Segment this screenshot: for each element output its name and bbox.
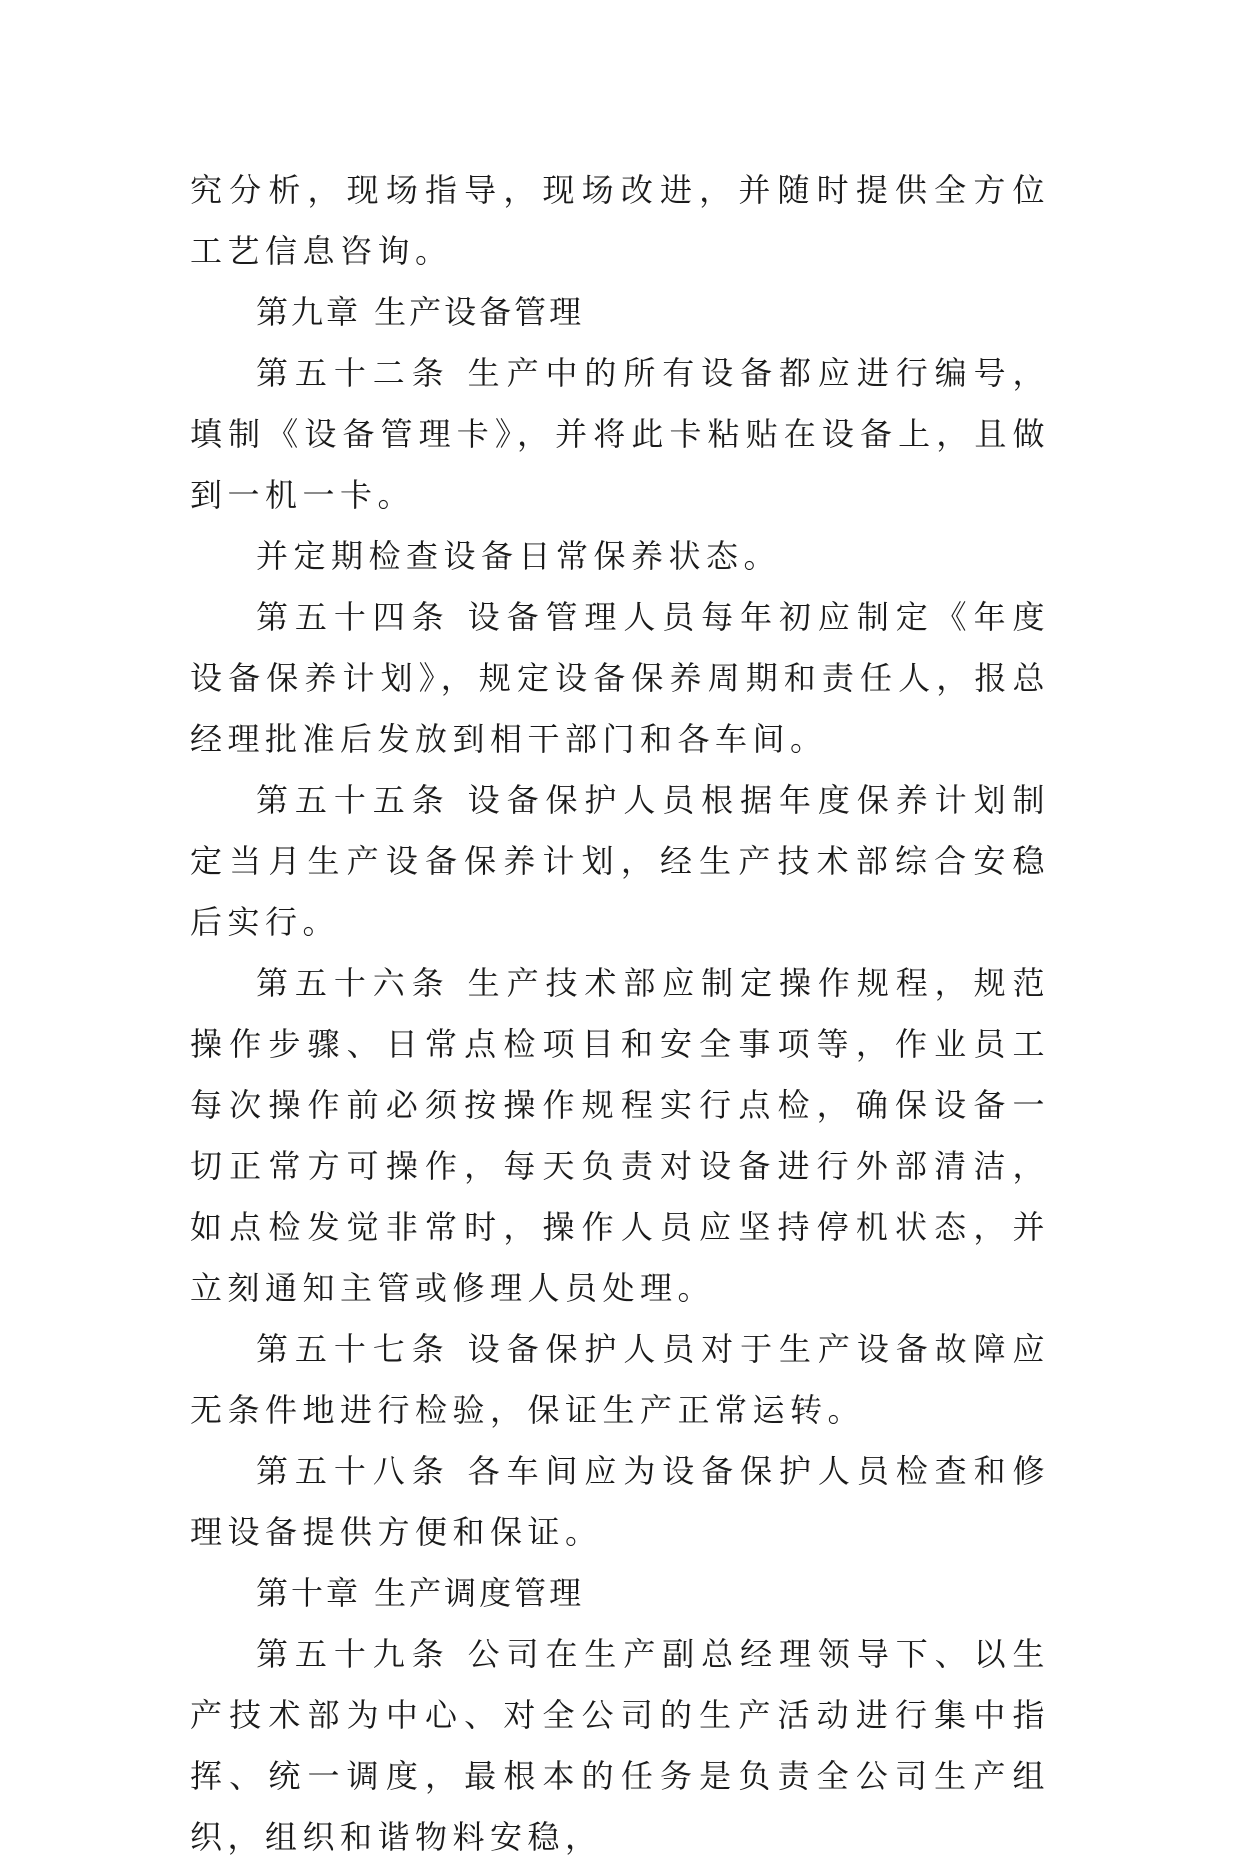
article-52: 第五十二条 生产中的所有设备都应进行编号，填制《设备管理卡》，并将此卡粘贴在设备上，且做到一机一卡。 bbox=[190, 354, 1050, 514]
article-57: 第五十七条 设备保护人员对于生产设备故障应无条件地进行检验，保证生产正常运转。 bbox=[190, 1330, 1050, 1429]
article-55: 第五十五条 设备保护人员根据年度保养计划制定当月生产设备保养计划，经生产技术部综合安稳后实行。 bbox=[190, 781, 1050, 941]
article-59: 第五十九条 公司在生产副总经理领导下、以生产技术部为中心、对全公司的生产活动进行集中指挥、统一调度，最根本的任务是负责全公司生产组织，组织和谐物料安稳， bbox=[190, 1635, 1050, 1856]
article-56: 第五十六条 生产技术部应制定操作规程，规范操作步骤、日常点检项目和安全事项等，作业员工每次操作前必须按操作规程实行点检，确保设备一切正常方可操作，每天负责对设备进行外部清洁，如点检发觉非常时，操作人员应坚持停机状态，并立刻通知主管或修理人员处理。 bbox=[190, 964, 1050, 1307]
chapter-heading-9: 第九章 生产设备管理 bbox=[256, 293, 585, 331]
paragraph-continuation: 究分析，现场指导，现场改进，并随时提供全方位工艺信息咨询。 bbox=[190, 171, 1050, 270]
document-body bbox=[190, 160, 1050, 1868]
article-58: 第五十八条 各车间应为设备保护人员检查和修理设备提供方便和保证。 bbox=[190, 1452, 1050, 1551]
article-54: 第五十四条 设备管理人员每年初应制定《年度设备保养计划》，规定设备保养周期和责任人，报总经理批准后发放到相干部门和各车间。 bbox=[190, 598, 1050, 758]
article-52-continued: 并定期检查设备日常保养状态。 bbox=[256, 537, 782, 575]
chapter-heading-10: 第十章 生产调度管理 bbox=[256, 1574, 585, 1612]
